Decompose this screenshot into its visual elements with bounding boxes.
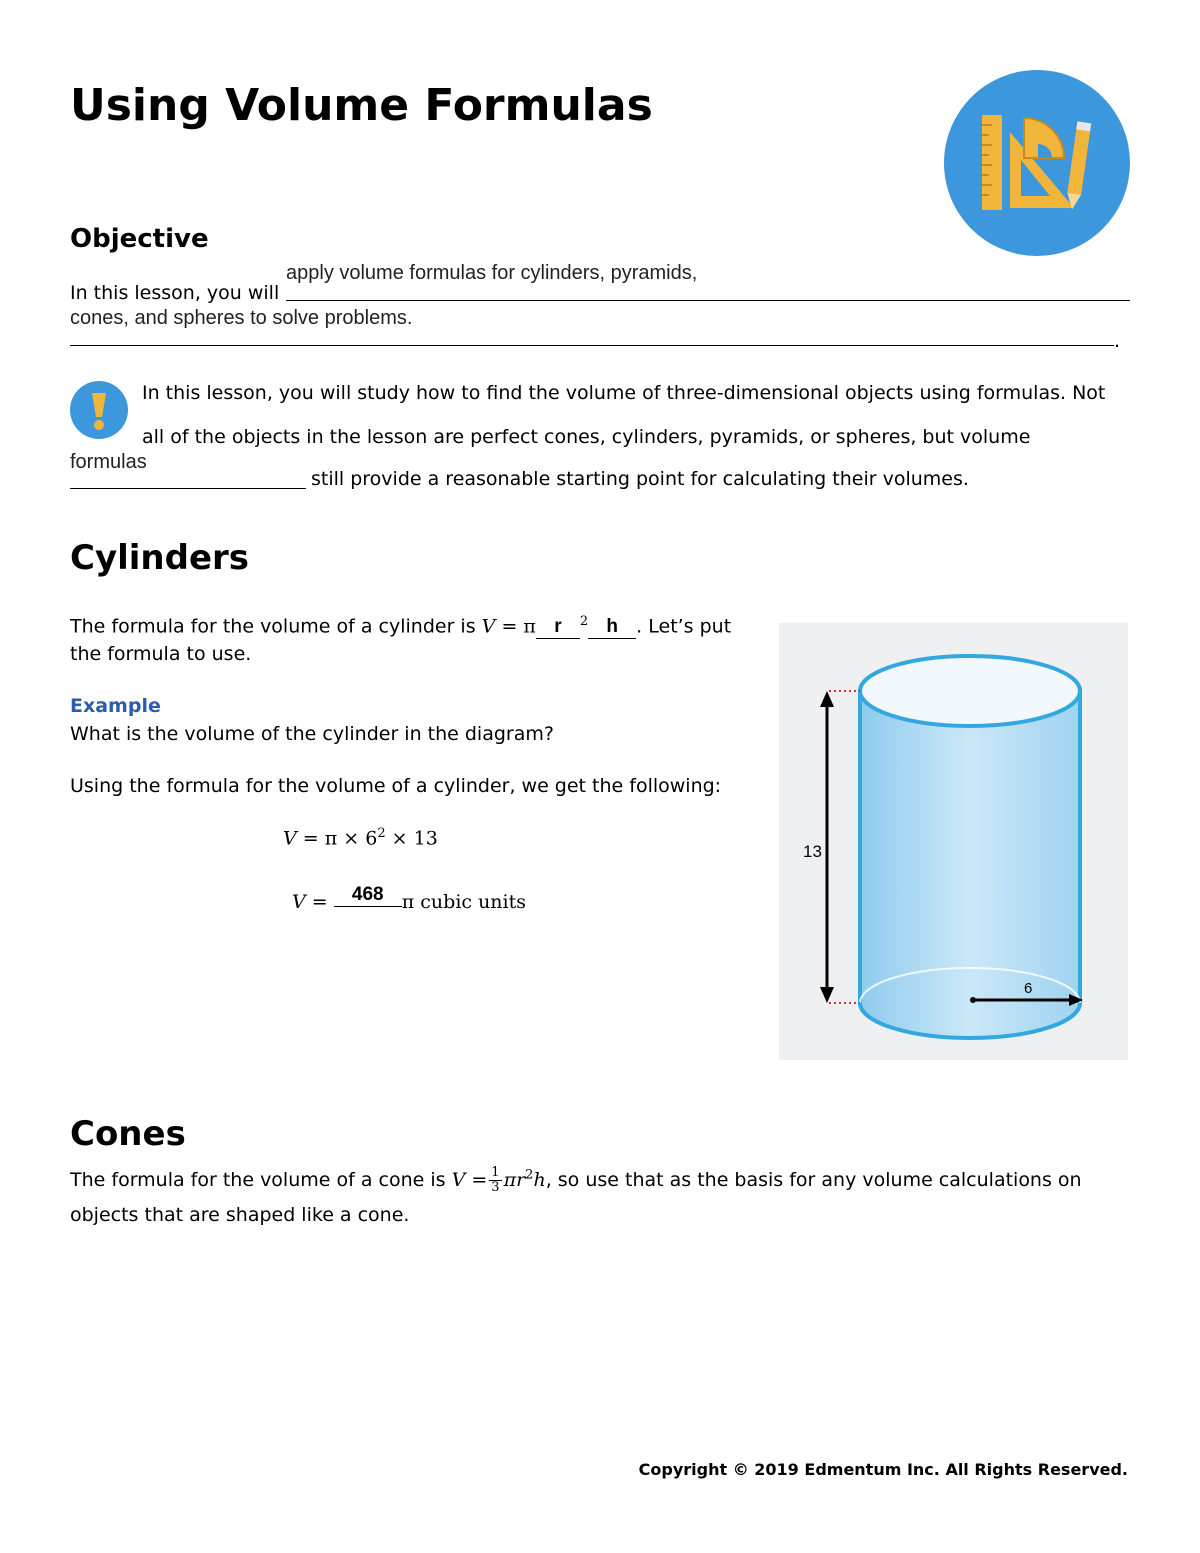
eq2-end: π cubic units: [401, 891, 527, 913]
height-arrow-bottom: [820, 987, 834, 1003]
note-line3: still provide a reasonable starting point for calculating their volumes.: [311, 468, 969, 490]
cylinder-blank-h: h: [588, 616, 636, 639]
note-answer-underline: [70, 488, 306, 489]
cone-formula-eq: =: [471, 1169, 488, 1191]
objective-answer-line2: cones, and spheres to solve problems.: [70, 307, 413, 329]
cone-formula-line2: objects that are shaped like a cone.: [70, 1204, 410, 1226]
cylinder-formula-line2: the formula to use.: [70, 643, 252, 665]
copyright-footer: Copyright © 2019 Edmentum Inc. All Rights Reserved.: [638, 1460, 1128, 1479]
eq2-answer-blank: 468: [334, 884, 402, 907]
eq2-v: V: [292, 891, 306, 913]
cone-formula-suffix: , so use that as the basis for any volume calculations on: [545, 1169, 1082, 1191]
cone-formula-prefix: The formula for the volume of a cone is: [70, 1169, 446, 1191]
cylinder-top: [860, 656, 1080, 726]
objective-answer-underline1: [286, 300, 1130, 301]
cylinder-body: [860, 691, 1080, 1038]
cone-frac-den: 3: [491, 1180, 500, 1195]
cone-exp2: 2: [525, 1167, 534, 1183]
note-line1: In this lesson, you will study how to find the volume of three-dimensional objects using formulas. Not: [142, 382, 1106, 404]
cylinder-formula-prefix: The formula for the volume of a cylinder is: [70, 615, 476, 638]
note-line2: all of the objects in the lesson are perfect cones, cylinders, pyramids, or spheres, but volume: [142, 426, 1031, 448]
eq1-rest: = π × 6: [302, 827, 378, 850]
example-using-text: Using the formula for the volume of a cylinder, we get the following:: [70, 775, 722, 797]
cylinder-diagram: [779, 623, 1128, 1060]
radius-label: 6: [1024, 980, 1033, 997]
objective-answer-line1: apply volume formulas for cylinders, pyramids,: [286, 262, 698, 284]
cylinder-formula-suffix: . Let’s put: [636, 615, 732, 638]
cylinder-formula-eq: = π: [501, 615, 536, 638]
note-handwritten-answer: formulas: [70, 451, 147, 473]
eq1-exp: 2: [377, 826, 386, 841]
height-arrow-top: [820, 691, 834, 707]
objective-answer-underline2: [70, 345, 1114, 346]
objective-prefix: In this lesson, you will: [70, 282, 280, 304]
math-tools-logo-icon: [944, 70, 1130, 256]
eq2-eq: =: [311, 891, 328, 913]
height-label: 13: [803, 842, 822, 861]
cylinder-blank-r: r: [536, 616, 580, 639]
cone-frac-num: 1: [491, 1165, 500, 1180]
cone-formula-v: V: [451, 1169, 466, 1191]
alert-icon: [70, 381, 128, 439]
cylinder-exp2: 2: [579, 614, 589, 629]
cylinder-formula-v: V: [481, 615, 496, 638]
cone-pi-r: πr: [503, 1169, 526, 1191]
cylinder-formula-line: [70, 614, 731, 639]
objective-heading: Objective: [70, 224, 209, 254]
cylinder-figure: [779, 623, 1128, 1060]
eq1-end: × 13: [391, 827, 438, 850]
cones-heading: Cones: [70, 1114, 186, 1154]
cylinders-heading: Cylinders: [70, 538, 250, 578]
example-question: What is the volume of the cylinder in the diagram?: [70, 723, 554, 745]
objective-end-period: .: [1114, 330, 1121, 352]
eq1-v: V: [283, 827, 297, 850]
cone-formula-line: [70, 1166, 1082, 1195]
page-title: Using Volume Formulas: [70, 80, 653, 131]
example-equation1: [283, 826, 438, 849]
example-equation2: [292, 884, 527, 915]
cone-fraction: [489, 1166, 501, 1195]
cone-h: h: [533, 1169, 546, 1191]
example-label: Example: [70, 695, 161, 717]
